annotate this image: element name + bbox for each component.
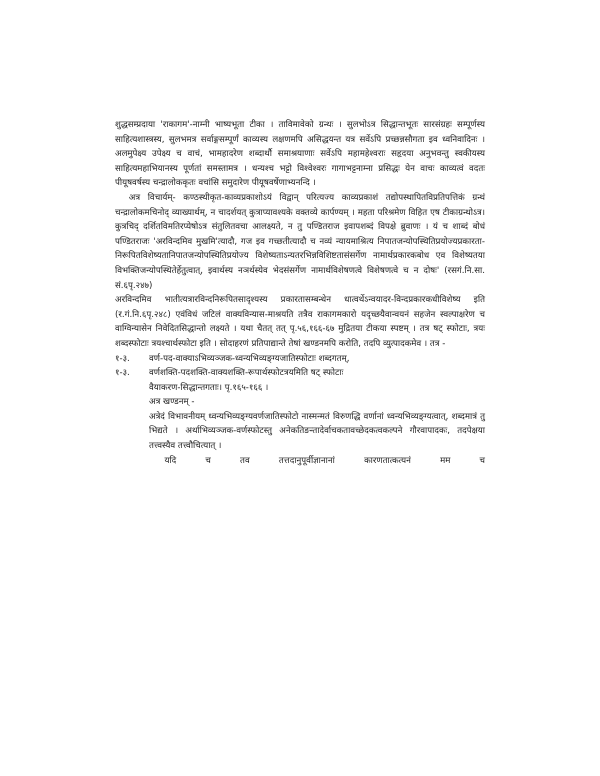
document-page	[115, 118, 485, 468]
paragraph-intro: शुद्धसम्प्रदाया 'राकागम'-नाम्नी भाष्यभूता टीका । ताविमावेको ग्रन्थः । सुलभोऽत्र सिद्धान्तभूतः सारसंग्रहः सम्पूर्णस्य साहित्यशास्त्रस्य, सुलभमत्र सर्वाङ्गसम्पूर्णं काव्यस्य लक्षणमपि असिद्धयन्त यत्र सर्वेऽपि प्रच्छन्नसौगता इव ध्वनिवादिनः । अलमुपेक्ष्य उपेक्ष्य च वाचं, भामहादरेण शब्दार्थौ समाश्रयाणाः सर्वेऽपि महामहेश्वराः सहृदया अनुभवन्तु स्वकीयस्य साहित्यमहाभियानस्य पूर्णतां समस्तामत्र । धन्यश्च भट्टो विश्वेश्वरः गागाभट्टनाम्ना प्रसिद्धः येन वाचः काव्यत्वं वदतः पीयूषवर्षस्य चन्द्रालोककृतः वचांसि समुदारेण पीयूषवर्षेणाभ्यनन्दि ।	[115, 120, 485, 189]
paragraph-vicharya: अत्र विचार्यम्- कण्ठस्थीकृत-काव्यप्रकाशोऽयं विद्वान् परित्यज्य काव्यप्रकाशं तद्योपस्थापितविप्रतिपत्तिकं ग्रन्थं चन्द्रालोकमचिनोद् व्याख्यार्थम्, न चादर्शयत् कुत्राप्यावश्यके वक्तव्ये कार्पण्यम् । महता परिश्रमेण विहित एष टीकाग्रन्थोऽत्र। कुत्रचिद् दर्शितविमतिरप्येषोऽत्र संतुलितवचा आलक्ष्यते, न तु पण्डितराज इवापशब्दं विपक्षे ब्रुवाणः । यं च शाब्दं बोधं पण्डितराजः 'अरविन्दमिव मुखमि'त्यादौ, गज इव गच्छतीत्यादौ च नव्यं न्यायमाश्रित्य निपातजन्योपस्थितिप्रयोज्यप्रकारता-निरूपितविशेष्यतानिपातजन्योपस्थितिप्रयोज्य विशेष्यताऽन्यतरभिन्नविशिष्टतासंसर्गेण नामार्थप्रकारकबोध एव विशेष्यतया विभक्तिजन्योपस्थितेर्हेतुत्वात्, इवार्थस्य नञर्थस्येव भेदसंसर्गेण नामार्थविशेषणत्वे विशेषणत्वे च न दोषः' (रसगं.नि.सा. सं.६पृ.२४७)	[115, 192, 485, 291]
khandana-text: अत्रेदं विभावनीयम् ध्वन्यभिव्यङ्ग्यवर्णजातिस्फोटो नास्मन्मतं विरुणद्धि वर्णानां ध्वन्यभिव्यङ्ग्यत्वात्, शब्दमात्रं तु भिद्यते । अर्थाभिव्यञ्जक-वर्णस्फोटस्तु अनेकतिङन्तादेर्वाचकतावच्छेदकत्वकल्पने गौरवापादकः, तदपेक्षया तत्त्वस्यैव तत्त्वौचित्यात् ।	[149, 411, 485, 452]
sphota-list-item-2	[115, 366, 485, 381]
khandana-heading: अत्र खण्डनम् -	[149, 397, 195, 408]
list-text: वर्ण-पद-वाक्याऽभिव्यञ्जक-ध्वन्यभिव्यङ्ग्यजातिस्फोटाः शब्दगतम्,	[149, 353, 350, 364]
closing-line: यदि च तव तत्तदानुपूर्वीज्ञानानां कारणतात्कत्यनं मम च	[164, 455, 485, 466]
source-reference: वैयाकरण-सिद्धान्तगताः। पृ.१६५-१६६ ।	[149, 382, 269, 393]
list-text: वर्णशक्ति-पदशक्ति-वाक्यशक्ति-रूपार्थस्फोटत्रयमिति षट् स्फोटाः	[149, 368, 344, 379]
paragraph-comparison: अरविन्दमिव भातीत्यत्रारविन्दनिरूपितसादृश्यस्य प्रकारतासम्बन्धेन धात्वर्थेऽन्वयादर-विन्दप्रकारकधीविशेष्य इति (र.गं.नि.६पृ.२४८) एवंविधं जटिलं वाक्यविन्यास-माश्रयति तत्रैव राकागमकारो यदृच्छयैवान्वयनं सहजेन स्वल्पाक्षरेण च वाग्विन्यासेन निवेदितसिद्धान्तो लक्ष्यते । यथा चैतत् तत् पृ.५६,१६६-६७ मुद्रितया टीकया स्पष्टम् । तत्र षट् स्फोटाः, त्रयः शब्दस्फोटाः त्रयश्चार्थस्फोटा इति । सोदाहरणं प्रतिपाद्यान्ते तेषां खण्डनमपि करोति, तदपि व्युत्पादकमेव । तत्र -	[115, 295, 485, 349]
sphota-list-item-1	[115, 352, 485, 367]
list-number: १-३.	[115, 353, 130, 364]
list-number: १-३.	[115, 368, 130, 379]
